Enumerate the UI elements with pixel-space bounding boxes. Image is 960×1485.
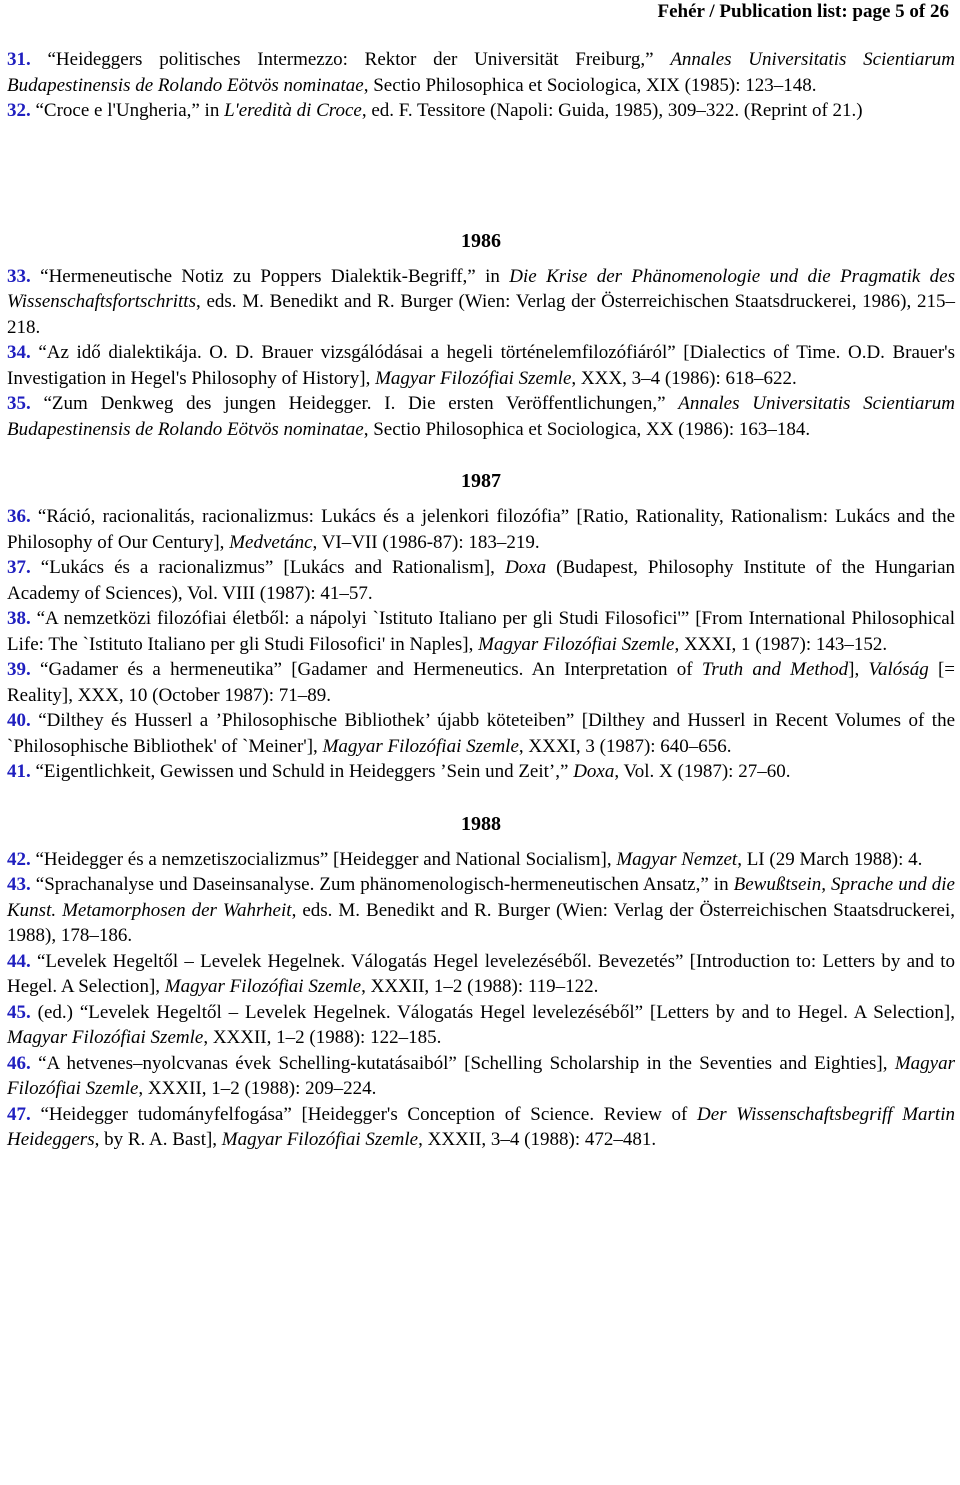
entry-number: 42. — [7, 848, 31, 870]
entry-number: 37. — [7, 557, 31, 578]
work-title: Magyar Nemzet — [616, 848, 738, 870]
entry-number: 39. — [7, 659, 31, 680]
publication-entry: 40. “Dilthey és Husserl a ’Philosophische Bibliothek’ újabb köteteiben” [Dilthey and Husserl in Recent Volumes of the `Philosophische Bibliothek' of `Meiner'], Magyar Filozófiai Szemle, XXXI, 3 (1987): 640–656. — [7, 710, 955, 757]
entry-number: 40. — [7, 710, 31, 731]
work-title: Doxa — [573, 761, 615, 782]
publication-entry: 33. “Hermeneutische Notiz zu Poppers Dialektik-Begriff,” in Die Krise der Phänomenologie und die Pragmatik des Wissenschaftsfortschritts, eds. M. Benedikt and R. Burger (Wien: Verlag der Österreichischen Staatsdruckerei, 1986), 215–218. — [7, 265, 956, 338]
entry-number: 32. — [7, 100, 31, 121]
work-title: Annales Universitatis Scientiarum Budapestinensis de Rolando Eötvös nominatae — [7, 49, 955, 96]
publication-entry: 38. “A nemzetközi filozófiai életből: a nápolyi `Istituto Italiano per gli Studi Filosofici'” [From International Philosophical Life: The `Istituto Italiano per gli Studi Filosofici' in Naples], Magyar Filozófiai Szemle, XXXI, 1 (1987): 143–152. — [7, 608, 955, 655]
work-title: Annales Universitatis Scientiarum Budapestinensis de Rolando Eötvös nominatae — [7, 393, 955, 440]
year-heading: 1986 — [461, 229, 501, 252]
publication-entry: 43. “Sprachanalyse und Daseinsanalyse. Zum phänomenologisch-hermeneutischen Ansatz,” in Bewußtsein, Sprache und die Kunst. Metamorphosen der Wahrheit, eds. M. Benedikt and R. Burger (Wien: Verlag der Österreichischen Staatsdruckerei, 1988), 178–186. — [7, 874, 956, 946]
publication-entry: 47. “Heidegger tudományfelfogása” [Heidegger's Conception of Science. Review of Der Wissenschaftsbegriff Martin Heideggers, by R. A. Bast], Magyar Filozófiai Szemle, XXXII, 3–4 (1988): 472–481. — [7, 1103, 955, 1150]
publication-entry: 46. “A hetvenes–nyolcvanas évek Schelling-kutatásaiból” [Schelling Scholarship in the Seventies and Eighties], Magyar Filozófiai Szemle, XXXII, 1–2 (1988): 209–224. — [7, 1052, 955, 1099]
entry-number: 47. — [7, 1103, 31, 1125]
entry-number: 36. — [7, 506, 31, 527]
entry-number: 43. — [7, 874, 31, 895]
publication-list — [7, 47, 955, 1153]
publication-entry: 32. “Croce e l'Ungheria,” in L'eredità di Croce, ed. F. Tessitore (Napoli: Guida, 1985), 309–322. (Reprint of 21.) — [7, 100, 863, 121]
publication-entry: 45. (ed.) “Levelek Hegeltől – Levelek Hegelnek. Válogatás Hegel levelezéséből” [Letters by and to Hegel. A Selection], Magyar Filozófiai Szemle, XXXII, 1–2 (1988): 122–185. — [7, 1001, 955, 1048]
work-title: Magyar Filozófiai Szemle — [164, 976, 362, 997]
entry-number: 31. — [7, 49, 31, 70]
work-title: Magyar Filozófiai Szemle — [322, 735, 519, 757]
work-title: Magyar Filozófiai Szemle — [7, 1027, 204, 1048]
work-title: Bewußtsein, Sprache und die Kunst. Metamorphosen der Wahrheit — [7, 874, 955, 921]
entry-number: 38. — [7, 608, 31, 629]
entry-number: 35. — [7, 393, 31, 414]
work-title: Magyar Filozófiai Szemle — [221, 1129, 419, 1150]
entry-number: 34. — [7, 342, 31, 363]
publication-entry: 34. “Az idő dialektikája. O. D. Brauer vizsgálódásai a hegeli történelemfilozófiáról” [Dialectics of Time. O.D. Brauer's Investigation in Hegel's Philosophy of History], Magyar Filozófiai Szemle, XXX, 3–4 (1986): 618–622. — [7, 342, 955, 389]
publication-entry: 36. “Ráció, racionalitás, racionalizmus: Lukács és a jelenkori filozófia” [Ratio, Rationality, Rationalism: Lukács and the Philosophy of Our Century], Medvetánc, VI–VII (1986-87): 183–219. — [7, 506, 955, 553]
publication-entry: 44. “Levelek Hegeltől – Levelek Hegelnek. Válogatás Hegel levelezéséből. Bevezetés” [Introduction to: Letters by and to Hegel. A Selection], Magyar Filozófiai Szemle, XXXII, 1–2 (1988): 119–122. — [7, 950, 955, 997]
work-title: Medvetánc — [229, 531, 313, 553]
work-title: Magyar Filozófiai Szemle — [478, 633, 675, 655]
entry-number: 45. — [7, 1001, 31, 1023]
page-header: Fehér / Publication list: page 5 of 26 — [657, 1, 949, 22]
work-title: Valóság — [868, 659, 929, 680]
publication-entry: 39. “Gadamer és a hermeneutika” [Gadamer and Hermeneutics. An Interpretation of Truth and Method], Valóság [= Reality], XXX, 10 (October 1987): 71–89. — [7, 659, 956, 706]
work-title: Die Krise der Phänomenologie und die Pragmatik des Wissenschaftsfortschritts — [7, 265, 956, 312]
work-title: Doxa — [504, 557, 547, 578]
publication-entry: 37. “Lukács és a racionalizmus” [Lukács and Rationalism], Doxa (Budapest, Philosophy Institute of the Hungarian Academy of Sciences), Vol. VIII (1987): 41–57. — [7, 557, 955, 604]
work-title: Magyar Filozófiai Szemle — [375, 367, 572, 389]
work-title: Magyar Filozófiai Szemle — [7, 1052, 955, 1099]
year-heading: 1987 — [461, 470, 501, 492]
publication-entry: 42. “Heidegger és a nemzetiszocializmus” [Heidegger and National Socialism], Magyar Nemzet, LI (29 March 1988): 4. — [7, 848, 923, 870]
year-heading: 1988 — [461, 812, 501, 835]
publication-entry: 41. “Eigentlichkeit, Gewissen und Schuld in Heideggers ’Sein und Zeit’,” Doxa, Vol. X (1987): 27–60. — [7, 761, 791, 782]
work-title: Der Wissenschaftsbegriff Martin Heideggers — [7, 1103, 955, 1150]
work-title: Truth and Method — [701, 659, 849, 680]
publication-entry: 31. “Heideggers politisches Intermezzo: Rektor der Universität Freiburg,” Annales Universitatis Scientiarum Budapestinensis de Rolando Eötvös nominatae, Sectio Philosophica et Sociologica, XIX (1985): 123–148. — [7, 49, 955, 96]
entry-number: 46. — [7, 1052, 31, 1074]
entry-number: 44. — [7, 950, 31, 972]
entry-number: 41. — [7, 761, 31, 782]
work-title: L'eredità di Croce — [224, 100, 362, 121]
publication-entry: 35. “Zum Denkweg des jungen Heidegger. I. Die ersten Veröffentlichungen,” Annales Universitatis Scientiarum Budapestinensis de Rolando Eötvös nominatae, Sectio Philosophica et Sociologica, XX (1986): 163–184. — [7, 393, 955, 440]
entry-number: 33. — [7, 265, 31, 287]
